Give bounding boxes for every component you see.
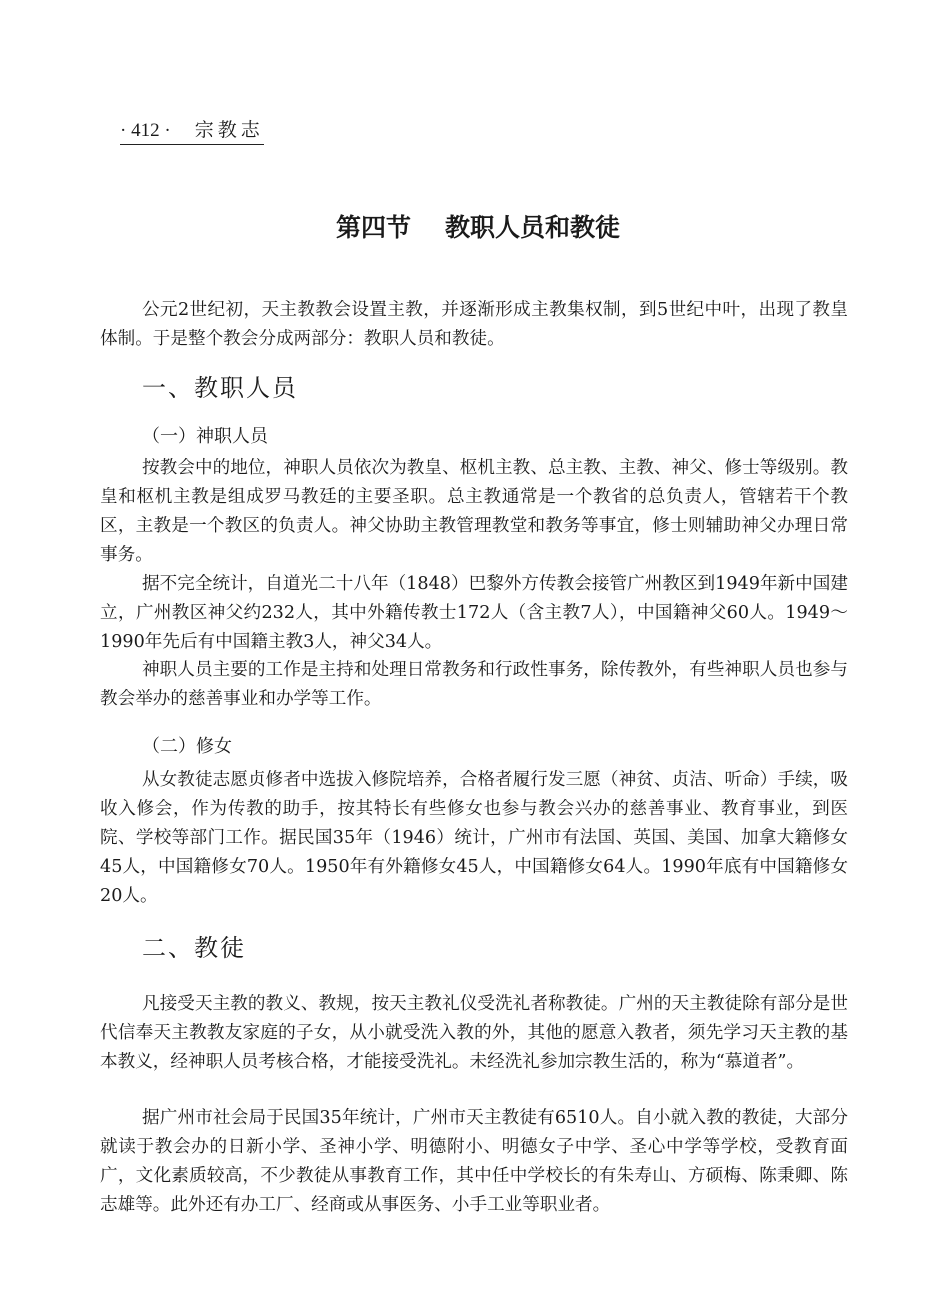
section-number: 第四节	[335, 213, 411, 242]
sub1-paragraph-3: 神职人员主要的工作是主持和处理日常教务和行政性事务，除传教外，有些神职人员也参与教会举办的慈善事业和办学等工作。	[100, 660, 848, 709]
section-title	[0, 210, 936, 246]
part2-paragraph-2: 据广州市社会局于民国35年统计，广州市天主教徒有6510人。自小就入教的教徒，大部分就读于教会办的日新小学、圣神小学、明德附小、明德女子中学、圣心中学等学校，受教育面广，文化素质较高，不少教徒从事教育工作，其中任中学校长的有朱寿山、方硕梅、陈秉卿、陈志雄等。此外还有办工厂、经商或从事医务、小手工业等职业者。	[100, 1108, 848, 1215]
intro-paragraph: 公元2世纪初，天主教教会设置主教，并逐渐形成主教集权制，到5世纪中叶，出现了教皇体制。于是整个教会分成两部分：教职人员和教徒。	[100, 300, 848, 349]
book-title: 宗教志	[194, 119, 264, 141]
sub2-heading: （二）修女	[142, 736, 232, 757]
part2-paragraph-1: 凡接受天主教的教义、教规，按天主教礼仪受洗礼者称教徒。广州的天主教徒除有部分是世代信奉天主教教友家庭的子女，从小就受洗入教的外，其他的愿意入教者，须先学习天主教的基本教义，经神职人员考核合格，才能接受洗礼。未经洗礼参加宗教生活的，称为“慕道者”。	[100, 994, 848, 1072]
running-header	[120, 118, 264, 145]
part2-heading: 二、教徒	[142, 934, 246, 962]
sub1-paragraph-1: 按教会中的地位，神职人员依次为教皇、枢机主教、总主教、主教、神父、修士等级别。教皇和枢机主教是组成罗马教廷的主要圣职。总主教通常是一个教省的总负责人，管辖若干个教区，主教是一个教区的负责人。神父协助主教管理教堂和教务等事宜，修士则辅助神父办理日常事务。	[100, 458, 848, 565]
sub1-paragraph-2: 据不完全统计，自道光二十八年（1848）巴黎外方传教会接管广州教区到1949年新中国建立，广州教区神父约232人，其中外籍传教士172人（含主教7人），中国籍神父60人。1949～1990年先后有中国籍主教3人，神父34人。	[100, 574, 848, 652]
section-title-text: 教职人员和教徒	[445, 213, 621, 242]
part1-heading: 一、教职人员	[142, 374, 298, 402]
page-number: · 412 ·	[120, 120, 171, 141]
sub1-heading: （一）神职人员	[142, 426, 268, 447]
sub2-paragraph-1: 从女教徒志愿贞修者中选拔入修院培养，合格者履行发三愿（神贫、贞洁、听命）手续，吸收入修会，作为传教的助手，按其特长有些修女也参与教会兴办的慈善事业、教育事业，到医院、学校等部门工作。据民国35年（1946）统计，广州市有法国、英国、美国、加拿大籍修女45人，中国籍修女70人。1950年有外籍修女45人，中国籍修女64人。1990年底有中国籍修女20人。	[100, 770, 848, 906]
